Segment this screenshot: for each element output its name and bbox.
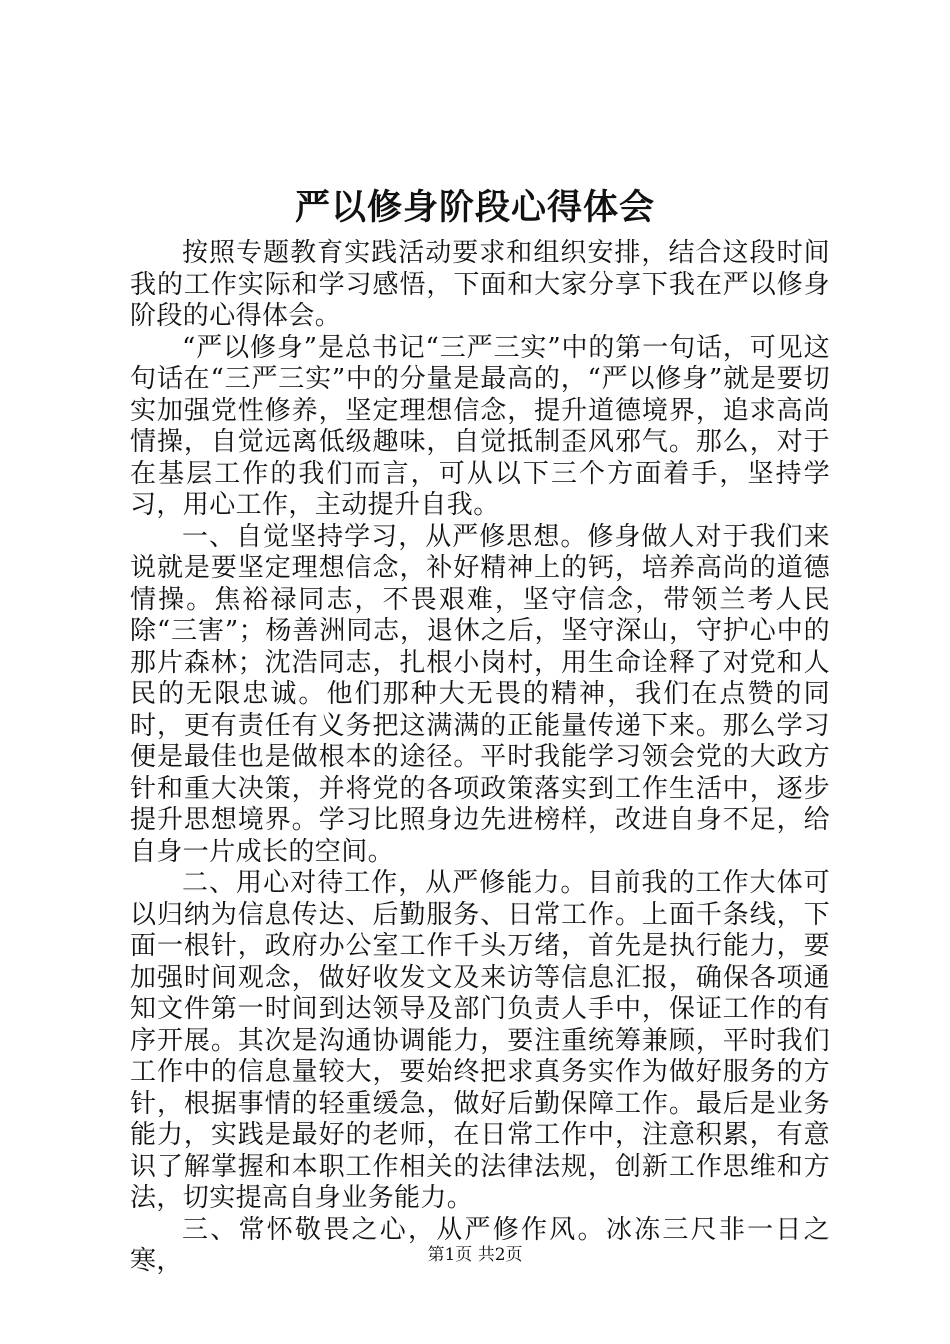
document-body (130, 238, 830, 1278)
paragraph-intro: 按照专题教育实践活动要求和组织安排，结合这段时间我的工作实际和学习感悟，下面和大家分享下我在严以修身阶段的心得体会。 (130, 238, 830, 331)
paragraph-section-2: 二、用心对待工作，从严修能力。目前我的工作大体可以归纳为信息传达、后勤服务、日常工作。上面千条线，下面一根针，政府办公室工作千头万绪，首先是执行能力，要加强时间观念，做好收发文及来访等信息汇报，确保各项通知文件第一时间到达领导及部门负责人手中，保证工作的有序开展。其次是沟通协调能力，要注重统筹兼顾，平时我们工作中的信息量较大，要始终把求真务实作为做好服务的方针，根据事情的轻重缓急，做好后勤保障工作。最后是业务能力，实践是最好的老师，在日常工作中，注意积累，有意识了解掌握和本职工作相关的法律法规，创新工作思维和方法，切实提高自身业务能力。 (130, 868, 830, 1213)
paragraph-overview: “严以修身”是总书记“三严三实”中的第一句话，可见这句话在“三严三实”中的分量是最高的，“严以修身”就是要切实加强党性修养，坚定理想信念，提升道德境界，追求高尚情操，自觉远离低级趣味，自觉抵制歪风邪气。那么，对于在基层工作的我们而言，可从以下三个方面着手，坚持学习，用心工作，主动提升自我。 (130, 332, 830, 520)
page-footer: 第1页 共2页 (427, 1245, 523, 1265)
page-title: 严以修身阶段心得体会 (294, 187, 655, 228)
paragraph-section-3: 三、常怀敬畏之心，从严修作风。冰冻三尺非一日之寒， (130, 1214, 830, 1276)
paragraph-section-1: 一、自觉坚持学习，从严修思想。修身做人对于我们来说就是要坚定理想信念，补好精神上的钙，培养高尚的道德情操。焦裕禄同志，不畏艰难，坚守信念，带领兰考人民除“三害”；杨善洲同志，退休之后，坚守深山，守护心中的那片森林；沈浩同志，扎根小岗村，用生命诠释了对党和人民的无限忠诚。他们那种大无畏的精神，我们在点赞的同时，更有责任有义务把这满满的正能量传递下来。那么学习便是最佳也是做根本的途径。平时我能学习领会党的大政方针和重大决策，并将党的各项政策落实到工作生活中，逐步提升思想境界。学习比照身边先进榜样，改进自身不足，给自身一片成长的空间。 (130, 521, 830, 867)
